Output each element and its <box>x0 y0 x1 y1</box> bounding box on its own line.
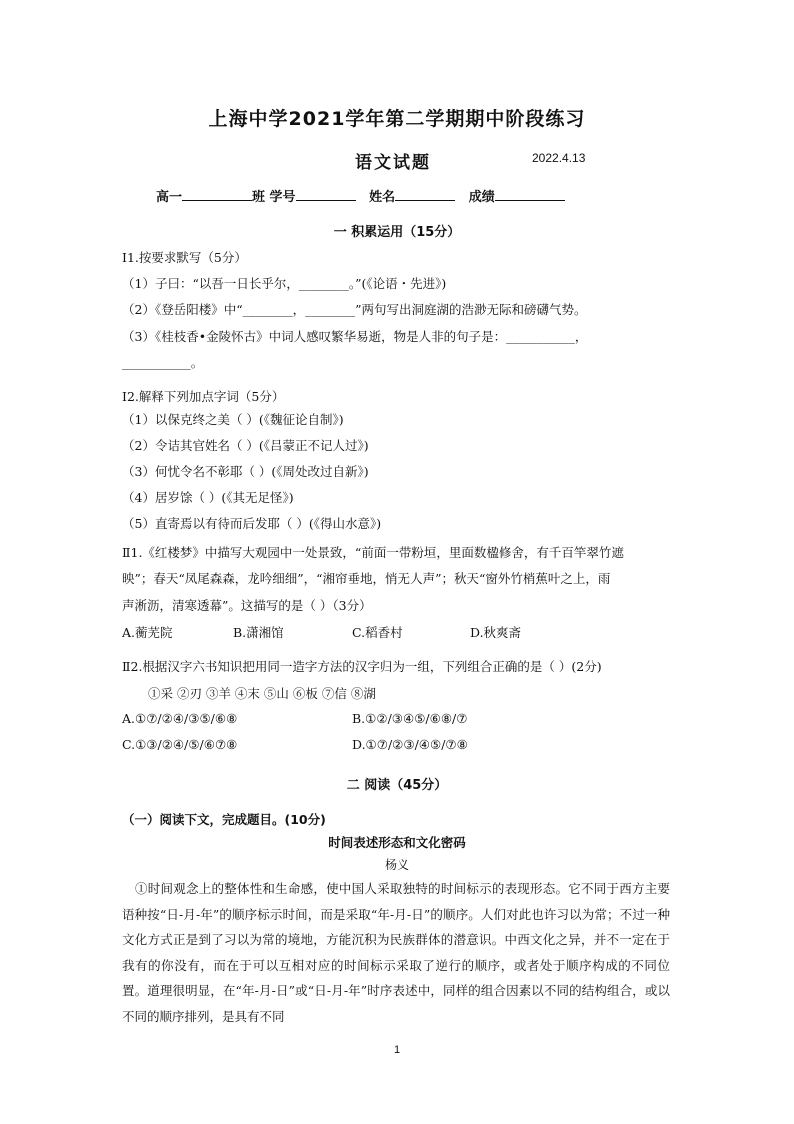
q1-line-1: （1）子曰：“以吾一日长乎尔，________。”(《论语・先进》) <box>122 276 447 291</box>
q1-line-2: （2）《登岳阳楼》中“________，________”两句写出洞庭湖的浩渺无际和磅礴气势。 <box>122 302 587 317</box>
q3-option-a: A.蘅芜院 <box>122 625 173 640</box>
article-title: 时间表述形态和文化密码 <box>328 835 466 850</box>
score-label: 成绩 <box>468 190 495 205</box>
q2-line-5: （5）直寄焉以有待而后发耶（ ）(《得山水意》) <box>122 516 382 531</box>
part1-heading: （一）阅读下文，完成题目。(10分) <box>122 812 326 827</box>
exam-date: 2022.4.13 <box>532 151 586 165</box>
q4-chars: ①采 ②刃 ③羊 ④末 ⑤山 ⑥板 ⑦信 ⑧湖 <box>148 686 376 701</box>
q4-stem: Ⅱ2.根据汉字六书知识把用同一造字方法的汉字归为一组，下列组合正确的是（ ）(2分) <box>122 659 602 674</box>
student-id-label: 班 学号 <box>252 190 296 205</box>
q2-line-2: （2）令诘其官姓名（ ）(《吕蒙正不记人过》) <box>122 438 369 453</box>
article-author: 杨义 <box>384 858 409 872</box>
q3-line-1: Ⅱ1.《红楼梦》中描写大观园中一处景致，“前面一带粉垣，里面数楹修舍，有千百竿翠竹遮 <box>122 545 624 560</box>
exam-subject: 语文试题 <box>355 153 431 173</box>
q3-option-d: D.秋爽斋 <box>470 625 522 640</box>
name-blank[interactable] <box>395 187 455 201</box>
q1-line-4: ___________。 <box>122 355 204 370</box>
q4-option-c: C.①③/②④/⑤/⑥⑦⑧ <box>122 737 238 752</box>
q1-line-3: （3）《桂枝香•金陵怀古》中词人感叹繁华易逝，物是人非的句子是：___________， <box>122 329 588 344</box>
q4-option-b: B.①②/③④⑤/⑥⑧/⑦ <box>352 711 468 726</box>
student-info-line <box>156 186 565 205</box>
section2-heading: 二 阅读（45分） <box>346 778 448 793</box>
article-paragraph-1: ①时间观念上的整体性和生命感，使中国人采取独特的时间标示的表现形态。它不同于西方主要语种按“日-月-年”的顺序标示时间，而是采取“年-月-日”的顺序。人们对此也许习以为常；不过一种文化方式正是到了习以为常的境地，方能沉积为民族群体的潜意识。中西文化之异，并不一定在于我有的你没有，而在于可以互相对应的时间标示采取了逆行的顺序，或者处于顺序构成的不同位置。道理很明显，在“年-月-日”或“日-月-年”时序表述中，同样的组合因素以不同的结构组合，或以不同的顺序排列，是具有不同 <box>122 881 670 1024</box>
q3-option-c: C.稻香村 <box>352 625 403 640</box>
q4-option-a: A.①⑦/②④/③⑤/⑥⑧ <box>122 711 238 726</box>
q2-stem: Ⅰ2.解释下列加点字词（5分） <box>122 389 285 404</box>
name-label: 姓名 <box>369 190 396 205</box>
q4-option-d: D.①⑦/②③/④⑤/⑦⑧ <box>352 737 468 752</box>
q1-stem: Ⅰ1.按要求默写（5分） <box>122 250 247 265</box>
q3-line-3: 声淅沥，清寒透幕”。这描写的是（ ）（3分） <box>122 598 372 613</box>
q2-line-4: （4）居岁馀（ ）(《其无足怪》) <box>122 490 294 505</box>
q3-option-b: B.潇湘馆 <box>233 625 284 640</box>
q2-line-1: （1）以保克终之美（ ）(《魏征论自制》) <box>122 412 344 427</box>
q3-line-2: 映”；春天“凤尾森森，龙吟细细”，“湘帘垂地，悄无人声”；秋天“窗外竹梢蕉叶之上，雨 <box>122 571 611 586</box>
q2-line-3: （3）何忧令名不彰耶（ ）(《周处改过自新》) <box>122 464 369 479</box>
page-title: 上海中学2021学年第二学期期中阶段练习 <box>208 108 586 130</box>
grade-label: 高一 <box>156 190 183 205</box>
page-number: 1 <box>393 1044 401 1056</box>
student-id-blank[interactable] <box>296 187 356 201</box>
section1-heading: 一 积累运用（15分） <box>333 225 461 240</box>
score-blank[interactable] <box>495 187 565 201</box>
class-blank[interactable] <box>182 187 252 201</box>
